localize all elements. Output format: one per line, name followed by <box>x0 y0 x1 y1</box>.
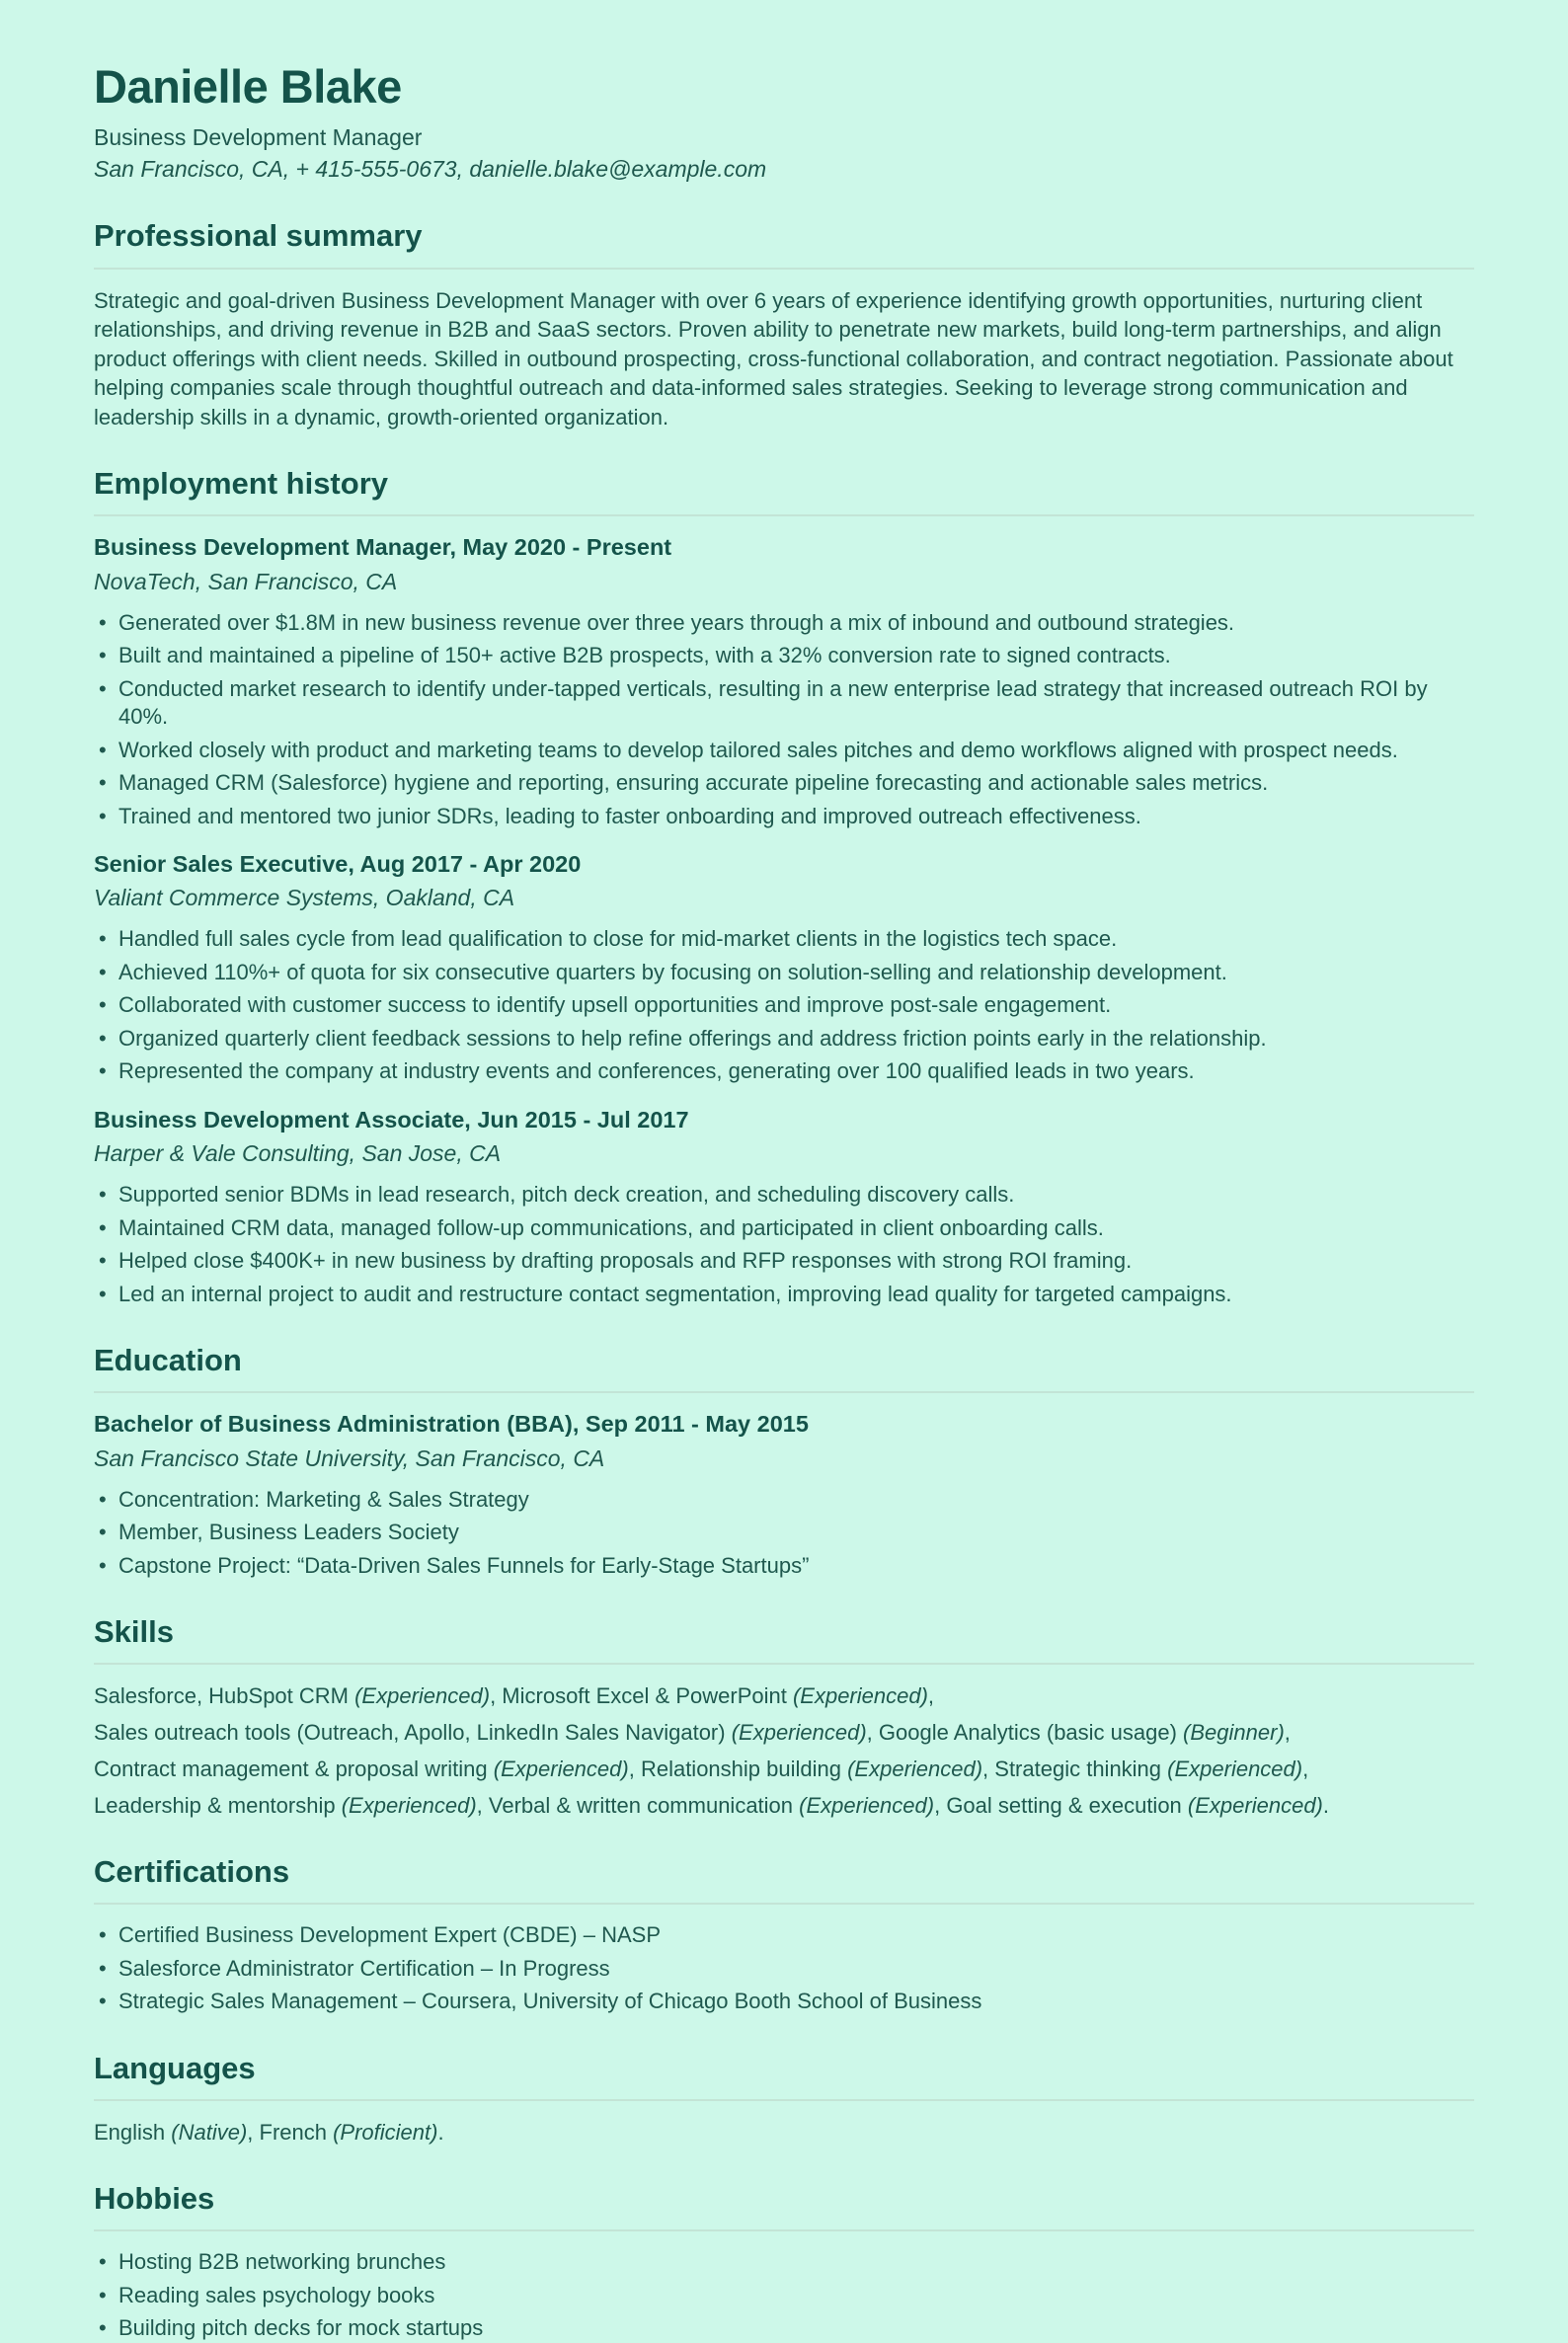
job-title: Business Development Associate, Jun 2015 - Jul 2017 <box>94 1106 689 1132</box>
skill-text: , Goal setting & execution <box>934 1793 1188 1819</box>
education-heading: Education <box>94 1343 242 1378</box>
bullet-item: • Led an internal project to audit and restructure contact segmentation, improving lead quality for targeted campaigns. <box>94 1281 1474 1309</box>
bullet-item: • Member, Business Leaders Society <box>94 1519 1474 1547</box>
skill-level: (Experienced) <box>799 1793 935 1819</box>
bullet-item: • Building pitch decks for mock startups <box>94 2314 1474 2343</box>
section-divider <box>94 1663 1474 1665</box>
section-skills <box>94 1613 1474 1820</box>
employment-heading: Employment history <box>94 466 388 502</box>
skill-level: (Experienced) <box>493 1757 629 1782</box>
section-professional-summary <box>94 217 1474 431</box>
bullet-item: • Supported senior BDMs in lead research, pitch deck creation, and scheduling discovery calls. <box>94 1181 1474 1210</box>
job-bullet-list <box>94 609 1474 831</box>
bullet-item: • Salesforce Administrator Certification – In Progress <box>94 1955 1474 1984</box>
skill-level: (Experienced) <box>1167 1757 1303 1782</box>
bullet-item: • Generated over $1.8M in new business revenue over three years through a mix of inbound and outbound strategies. <box>94 609 1474 638</box>
skill-text: , Strategic thinking <box>982 1757 1168 1782</box>
bullet-item: • Trained and mentored two junior SDRs, leading to faster onboarding and improved outreach effectiveness. <box>94 803 1474 831</box>
school-name: San Francisco State University, San Francisco, CA <box>94 1445 605 1471</box>
bullet-item: • Strategic Sales Management – Coursera, University of Chicago Booth School of Business <box>94 1988 1474 2016</box>
resume-header <box>94 61 1474 184</box>
skill-level: (Beginner) <box>1183 1720 1285 1746</box>
summary-heading: Professional summary <box>94 218 423 254</box>
skill-text: , <box>1284 1720 1291 1746</box>
job-company: Valiant Commerce Systems, Oakland, CA <box>94 885 515 911</box>
bullet-item: • Built and maintained a pipeline of 150+ active B2B prospects, with a 32% conversion rate to signed contracts. <box>94 642 1474 670</box>
bullet-item: • Certified Business Development Expert (CBDE) – NASP <box>94 1921 1474 1950</box>
skills-heading: Skills <box>94 1614 174 1650</box>
section-certifications <box>94 1853 1474 2016</box>
skill-text: , Verbal & written communication <box>476 1793 800 1819</box>
section-education <box>94 1342 1474 1580</box>
language-text: English <box>94 2120 172 2146</box>
skill-level: (Experienced) <box>792 1683 928 1709</box>
bullet-item: • Capstone Project: “Data-Driven Sales Funnels for Early-Stage Startups” <box>94 1552 1474 1581</box>
section-divider <box>94 1391 1474 1393</box>
section-languages <box>94 2050 1474 2147</box>
bullet-item: • Represented the company at industry events and conferences, generating over 100 qualified leads in two years. <box>94 1057 1474 1086</box>
candidate-name: Danielle Blake <box>94 60 402 113</box>
bullet-item: • Handled full sales cycle from lead qualification to close for mid-market clients in the logistics tech space. <box>94 925 1474 954</box>
skill-text: , Relationship building <box>628 1757 848 1782</box>
bullet-item: • Worked closely with product and marketing teams to develop tailored sales pitches and demo workflows aligned with prospect needs. <box>94 737 1474 765</box>
languages-heading: Languages <box>94 2050 256 2085</box>
section-divider <box>94 2099 1474 2101</box>
certifications-bullet-list <box>94 1921 1474 2016</box>
education-entry <box>94 1410 1474 1580</box>
degree-title: Bachelor of Business Administration (BBA), Sep 2011 - May 2015 <box>94 1411 809 1438</box>
language-level: (Native) <box>171 2120 248 2146</box>
bullet-item: • Organized quarterly client feedback sessions to help refine offerings and address friction points early in the relationship. <box>94 1025 1474 1054</box>
skill-level: (Experienced) <box>354 1683 491 1709</box>
job-company: NovaTech, San Francisco, CA <box>94 568 398 594</box>
bullet-item: • Collaborated with customer success to identify upsell opportunities and improve post-sale engagement. <box>94 991 1474 1020</box>
languages-line <box>94 2118 1474 2147</box>
section-employment-history <box>94 465 1474 1308</box>
skills-line <box>94 1681 1474 1710</box>
skill-level: (Experienced) <box>341 1793 477 1819</box>
language-level: (Proficient) <box>333 2120 438 2146</box>
section-divider <box>94 2229 1474 2231</box>
hobbies-heading: Hobbies <box>94 2181 215 2217</box>
bullet-item: • Managed CRM (Salesforce) hygiene and reporting, ensuring accurate pipeline forecasting and actionable sales metrics. <box>94 769 1474 798</box>
skill-text: , <box>927 1683 935 1709</box>
bullet-item: • Hosting B2B networking brunches <box>94 2248 1474 2277</box>
skill-level: (Experienced) <box>847 1757 983 1782</box>
skill-text: Leadership & mentorship <box>94 1793 342 1819</box>
job-title: Business Development Manager, May 2020 - Present <box>94 534 672 561</box>
bullet-item: • Maintained CRM data, managed follow-up communications, and participated in client onboarding calls. <box>94 1214 1474 1243</box>
skill-text: , Google Analytics (basic usage) <box>866 1720 1184 1746</box>
job-bullet-list <box>94 1181 1474 1308</box>
skills-line <box>94 1755 1474 1783</box>
skill-text: Contract management & proposal writing <box>94 1757 494 1782</box>
skill-level: (Experienced) <box>1187 1793 1323 1819</box>
language-text: , French <box>247 2120 334 2146</box>
job-entry <box>94 850 1474 1086</box>
contact-line: San Francisco, CA, + 415-555-0673, danielle.blake@example.com <box>94 155 767 182</box>
bullet-item: • Conducted market research to identify under-tapped verticals, resulting in a new enterprise lead strategy that increased outreach ROI by 40%. <box>94 675 1474 732</box>
summary-text: Strategic and goal-driven Business Development Manager with over 6 years of experience identifying growth opportunities, nurturing client relationships, and driving revenue in B2B and SaaS sectors. Proven ability to penetrate new markets, build long-term partnerships, and align product offerings with client needs. Skilled in outbound prospecting, cross-functional collaboration, and contract negotiation. Passionate about helping companies scale through thoughtful outreach and data-informed sales strategies. Seeking to leverage strong communication and leadership skills in a dynamic, growth-oriented organization. <box>94 287 1453 430</box>
bullet-item: • Helped close $400K+ in new business by drafting proposals and RFP responses with strong ROI framing. <box>94 1247 1474 1276</box>
job-entry <box>94 533 1474 830</box>
skill-text: Sales outreach tools (Outreach, Apollo, LinkedIn Sales Navigator) <box>94 1720 732 1746</box>
section-divider <box>94 1903 1474 1905</box>
job-bullet-list <box>94 925 1474 1086</box>
hobbies-bullet-list <box>94 2248 1474 2343</box>
skills-line <box>94 1718 1474 1747</box>
education-bullet-list <box>94 1486 1474 1581</box>
section-divider <box>94 514 1474 516</box>
bullet-item: • Reading sales psychology books <box>94 2282 1474 2310</box>
job-entry <box>94 1106 1474 1308</box>
bullet-item: • Concentration: Marketing & Sales Strategy <box>94 1486 1474 1515</box>
language-text: . <box>437 2120 444 2146</box>
candidate-job-title: Business Development Manager <box>94 123 423 150</box>
certifications-heading: Certifications <box>94 1854 290 1890</box>
skill-text: Salesforce, HubSpot CRM <box>94 1683 355 1709</box>
skill-text: , <box>1302 1757 1309 1782</box>
bullet-item: • Achieved 110%+ of quota for six consecutive quarters by focusing on solution-selling and relationship development. <box>94 959 1474 987</box>
section-hobbies <box>94 2180 1474 2343</box>
section-divider <box>94 268 1474 270</box>
skill-text: . <box>1322 1793 1329 1819</box>
skill-level: (Experienced) <box>731 1720 867 1746</box>
job-company: Harper & Vale Consulting, San Jose, CA <box>94 1140 502 1167</box>
job-title: Senior Sales Executive, Aug 2017 - Apr 2020 <box>94 851 582 878</box>
skills-line <box>94 1791 1474 1820</box>
skill-text: , Microsoft Excel & PowerPoint <box>490 1683 793 1709</box>
